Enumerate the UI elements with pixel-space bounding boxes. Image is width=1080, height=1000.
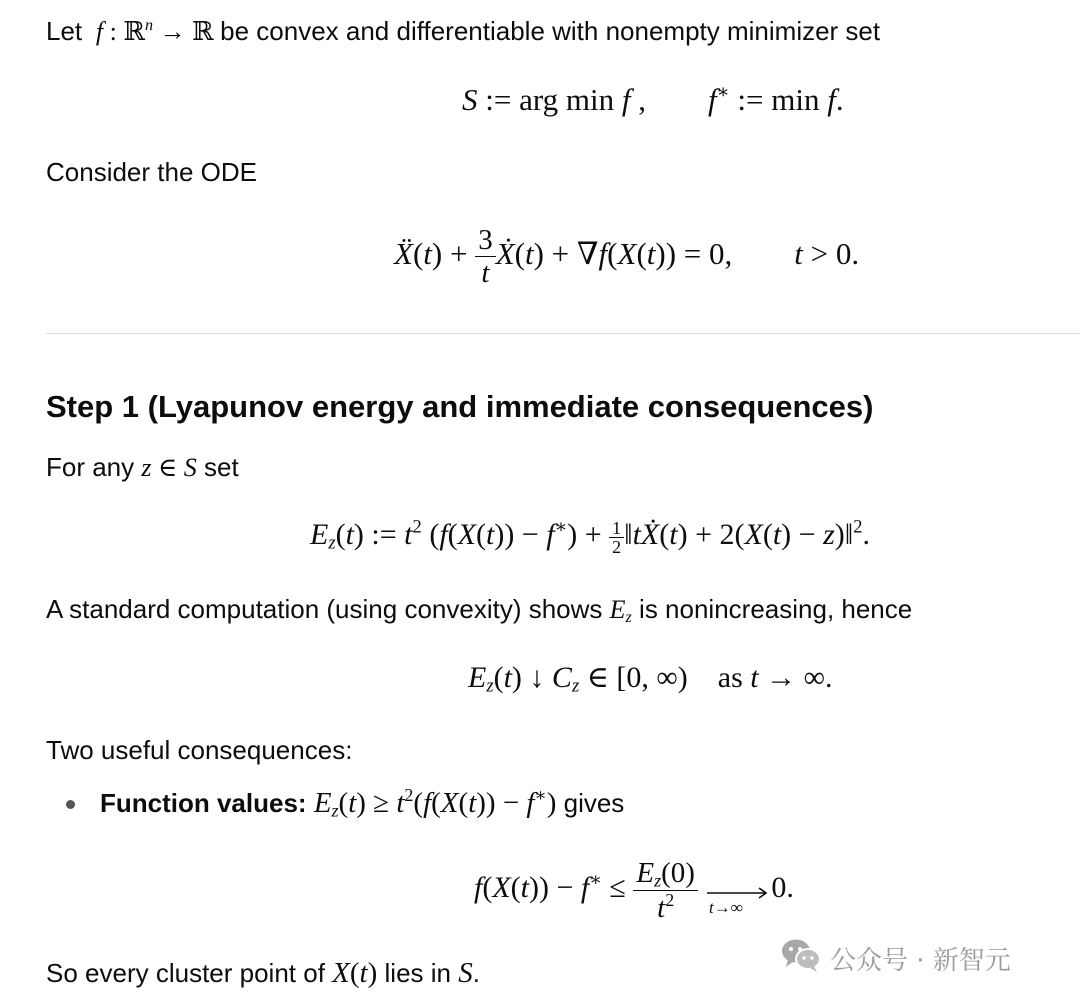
wechat-watermark [780, 938, 1011, 978]
math-minimizer-definitions: S := arg min f , f∗ := min f. [462, 82, 844, 117]
math-energy-limit: $E_z(t)$ ↓ $C_z$ ∈ [0, ∞) as t → ∞. [468, 661, 833, 697]
two-useful-text: Two useful consequences: [46, 735, 353, 765]
wechat-icon [780, 937, 822, 980]
intro-line: Let f : ℝ$^n$ → ℝ be convex and differentiable with nonempty minimizer set [46, 16, 881, 47]
math-f-map: f [89, 17, 104, 46]
for-any-line [46, 451, 239, 484]
math-z-in-s: z ∈ S [141, 453, 197, 482]
bullet-label: Function values: [100, 788, 307, 818]
bullet-dot [66, 800, 75, 809]
cluster-point-line: So every cluster point of X(t) lies in S. [46, 957, 480, 989]
computation-text-a: A standard computation (using convexity) shows [46, 594, 603, 624]
step1-heading: Step 1 (Lyapunov energy and immediate consequences) [46, 389, 874, 424]
computation-text-b: is nonincreasing, hence [639, 594, 913, 624]
standard-computation-line [46, 593, 912, 626]
math-ode: Ẍ(t) + $\frac{3}{t}$ Ẋ(t) + ∇f(X(t)) = 0, t > 0. [394, 224, 860, 290]
math-function-value-bound: $E_z(t) \ge t^2(f(X(t)) - f^∗)$ [313, 784, 557, 821]
section-divider [46, 333, 1080, 334]
intro-let: Let [46, 16, 83, 46]
watermark-text: 公众号 · 新智元 [830, 945, 1011, 976]
limit-arrow [705, 868, 771, 918]
consider-ode-text: Consider the ODE [46, 157, 257, 187]
so-every-text-a: So every cluster point of [46, 958, 325, 988]
gives-text: gives [563, 788, 625, 818]
math-rate-bound: f(X(t)) − f∗ ≤ $\frac{E_z(0)}{t^2}$ t→∞ 0. [474, 856, 794, 924]
math-s: S [458, 957, 473, 989]
set-text: set [204, 452, 239, 482]
svg-text:t→∞: t→∞ [709, 898, 744, 918]
math-x-of-t: X(t) [332, 957, 378, 989]
math-lyapunov-energy: $E_z(t)$ := $t^2$ (f(X(t)) − f∗) + $\frac{1}{2}$ ‖tẊ(t) + 2(X(t) − z)‖$^2$. [310, 516, 870, 557]
as-label: as [717, 661, 743, 694]
for-any-text: For any [46, 452, 135, 482]
so-every-text-b: lies in [384, 958, 451, 988]
bullet-line [100, 784, 625, 821]
intro-rest: be convex and differentiable with nonempty minimizer set [220, 16, 881, 46]
math-ez: $E_z$ [609, 595, 632, 627]
